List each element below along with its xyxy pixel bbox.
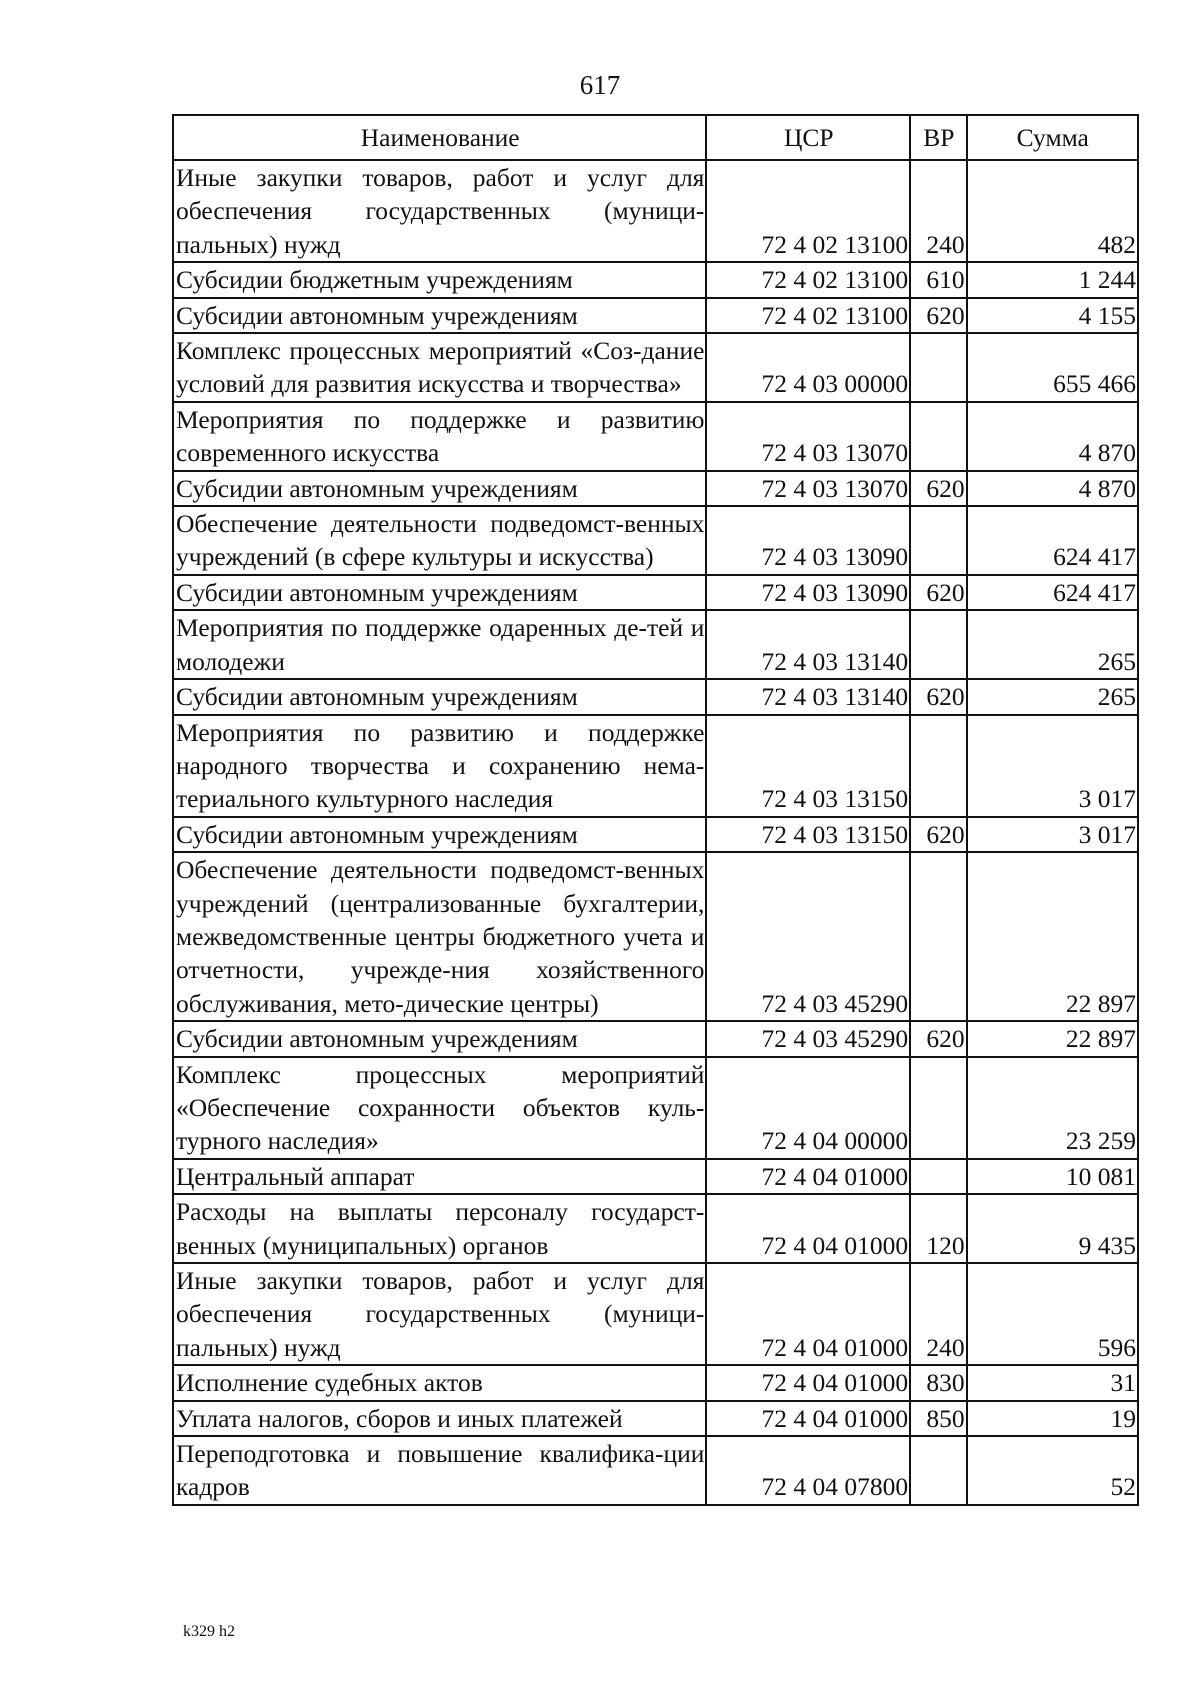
cell-name: Иные закупки товаров, работ и услуг для обеспечения государственных (муници-пальных) нужд xyxy=(173,1263,706,1365)
cell-csr: 72 4 03 13140 xyxy=(706,610,910,679)
cell-sum: 265 xyxy=(967,679,1138,714)
cell-name: Комплекс процессных мероприятий «Обеспечение сохранности объектов куль-турного наследия» xyxy=(173,1057,706,1159)
cell-sum: 265 xyxy=(967,610,1138,679)
cell-name: Уплата налогов, сборов и иных платежей xyxy=(173,1401,706,1436)
cell-vr xyxy=(910,402,966,471)
table-row xyxy=(173,1401,1138,1436)
table-row xyxy=(173,506,1138,575)
cell-name: Субсидии автономным учреждениям xyxy=(173,679,706,714)
cell-sum: 52 xyxy=(967,1436,1138,1505)
cell-sum: 482 xyxy=(967,160,1138,262)
cell-csr: 72 4 02 13100 xyxy=(706,160,910,262)
cell-csr: 72 4 04 01000 xyxy=(706,1401,910,1436)
cell-name: Субсидии автономным учреждениям xyxy=(173,575,706,610)
cell-vr: 620 xyxy=(910,298,966,333)
table-row xyxy=(173,715,1138,817)
cell-name: Обеспечение деятельности подведомст-венных учреждений (в сфере культуры и искусства) xyxy=(173,506,706,575)
cell-vr: 120 xyxy=(910,1194,966,1263)
cell-sum: 23 259 xyxy=(967,1057,1138,1159)
header-name: Наименование xyxy=(173,115,706,160)
cell-sum: 624 417 xyxy=(967,575,1138,610)
table-row xyxy=(173,471,1138,506)
cell-sum: 9 435 xyxy=(967,1194,1138,1263)
table-row xyxy=(173,1194,1138,1263)
table-row xyxy=(173,262,1138,297)
cell-vr: 610 xyxy=(910,262,966,297)
cell-csr: 72 4 04 01000 xyxy=(706,1263,910,1365)
table-row xyxy=(173,575,1138,610)
table-row xyxy=(173,1021,1138,1056)
cell-vr: 830 xyxy=(910,1365,966,1400)
cell-name: Мероприятия по поддержке и развитию современного искусства xyxy=(173,402,706,471)
cell-vr: 620 xyxy=(910,471,966,506)
cell-csr: 72 4 04 01000 xyxy=(706,1365,910,1400)
table-row xyxy=(173,402,1138,471)
cell-sum: 22 897 xyxy=(967,852,1138,1021)
cell-name: Исполнение судебных актов xyxy=(173,1365,706,1400)
cell-sum: 31 xyxy=(967,1365,1138,1400)
table-header-row xyxy=(173,115,1138,160)
cell-csr: 72 4 03 13140 xyxy=(706,679,910,714)
cell-sum: 19 xyxy=(967,1401,1138,1436)
cell-name: Мероприятия по поддержке одаренных де-тей и молодежи xyxy=(173,610,706,679)
cell-sum: 4 870 xyxy=(967,471,1138,506)
cell-sum: 1 244 xyxy=(967,262,1138,297)
cell-name: Переподготовка и повышение квалифика-ции кадров xyxy=(173,1436,706,1505)
cell-sum: 10 081 xyxy=(967,1159,1138,1194)
table-row xyxy=(173,160,1138,262)
cell-csr: 72 4 04 01000 xyxy=(706,1159,910,1194)
table-row xyxy=(173,1057,1138,1159)
cell-sum: 4 155 xyxy=(967,298,1138,333)
cell-name: Обеспечение деятельности подведомст-венных учреждений (централизованные бухгалтерии, межведомственные центры бюджетного учета и отчетности, учрежде-ния хозяйственного обслуживания, мето-дические центры) xyxy=(173,852,706,1021)
cell-sum: 4 870 xyxy=(967,402,1138,471)
cell-sum: 624 417 xyxy=(967,506,1138,575)
cell-vr: 620 xyxy=(910,575,966,610)
cell-name: Субсидии бюджетным учреждениям xyxy=(173,262,706,297)
footer-code: k329 h2 xyxy=(183,1623,235,1640)
cell-sum: 596 xyxy=(967,1263,1138,1365)
cell-vr xyxy=(910,1057,966,1159)
cell-vr: 620 xyxy=(910,1021,966,1056)
header-vr: ВР xyxy=(910,115,966,160)
cell-name: Расходы на выплаты персоналу государст-венных (муниципальных) органов xyxy=(173,1194,706,1263)
cell-csr: 72 4 03 00000 xyxy=(706,333,910,402)
cell-vr xyxy=(910,1159,966,1194)
table-row xyxy=(173,1436,1138,1505)
cell-csr: 72 4 04 07800 xyxy=(706,1436,910,1505)
cell-csr: 72 4 02 13100 xyxy=(706,298,910,333)
table-row xyxy=(173,333,1138,402)
table-row xyxy=(173,610,1138,679)
cell-sum: 22 897 xyxy=(967,1021,1138,1056)
cell-csr: 72 4 03 45290 xyxy=(706,1021,910,1056)
cell-csr: 72 4 02 13100 xyxy=(706,262,910,297)
cell-vr xyxy=(910,333,966,402)
cell-vr xyxy=(910,1436,966,1505)
cell-vr xyxy=(910,610,966,679)
table-row xyxy=(173,817,1138,852)
table-row xyxy=(173,1263,1138,1365)
page-number: 617 xyxy=(579,70,621,100)
cell-csr: 72 4 03 13090 xyxy=(706,575,910,610)
cell-name: Субсидии автономным учреждениям xyxy=(173,298,706,333)
cell-name: Центральный аппарат xyxy=(173,1159,706,1194)
cell-vr: 240 xyxy=(910,160,966,262)
cell-sum: 3 017 xyxy=(967,715,1138,817)
cell-name: Субсидии автономным учреждениям xyxy=(173,471,706,506)
cell-csr: 72 4 04 00000 xyxy=(706,1057,910,1159)
cell-csr: 72 4 03 13150 xyxy=(706,817,910,852)
cell-vr xyxy=(910,506,966,575)
cell-vr: 620 xyxy=(910,679,966,714)
table-row xyxy=(173,298,1138,333)
cell-csr: 72 4 03 13070 xyxy=(706,402,910,471)
cell-name: Субсидии автономным учреждениям xyxy=(173,817,706,852)
cell-vr: 620 xyxy=(910,817,966,852)
cell-csr: 72 4 04 01000 xyxy=(706,1194,910,1263)
cell-csr: 72 4 03 13150 xyxy=(706,715,910,817)
cell-sum: 3 017 xyxy=(967,817,1138,852)
cell-csr: 72 4 03 13090 xyxy=(706,506,910,575)
cell-vr xyxy=(910,715,966,817)
cell-csr: 72 4 03 45290 xyxy=(706,852,910,1021)
table-row xyxy=(173,679,1138,714)
table-row xyxy=(173,852,1138,1021)
cell-vr: 850 xyxy=(910,1401,966,1436)
cell-vr: 240 xyxy=(910,1263,966,1365)
cell-name: Мероприятия по развитию и поддержке народного творчества и сохранению нема-териального культурного наследия xyxy=(173,715,706,817)
table-body xyxy=(173,160,1138,1505)
header-csr: ЦСР xyxy=(706,115,910,160)
table-row xyxy=(173,1159,1138,1194)
cell-sum: 655 466 xyxy=(967,333,1138,402)
cell-vr xyxy=(910,852,966,1021)
cell-name: Субсидии автономным учреждениям xyxy=(173,1021,706,1056)
table-row xyxy=(173,1365,1138,1400)
cell-name: Иные закупки товаров, работ и услуг для обеспечения государственных (муници-пальных) нужд xyxy=(173,160,706,262)
header-sum: Сумма xyxy=(967,115,1138,160)
budget-table xyxy=(172,114,1139,1506)
cell-name: Комплекс процессных мероприятий «Соз-дание условий для развития искусства и творчества» xyxy=(173,333,706,402)
cell-csr: 72 4 03 13070 xyxy=(706,471,910,506)
